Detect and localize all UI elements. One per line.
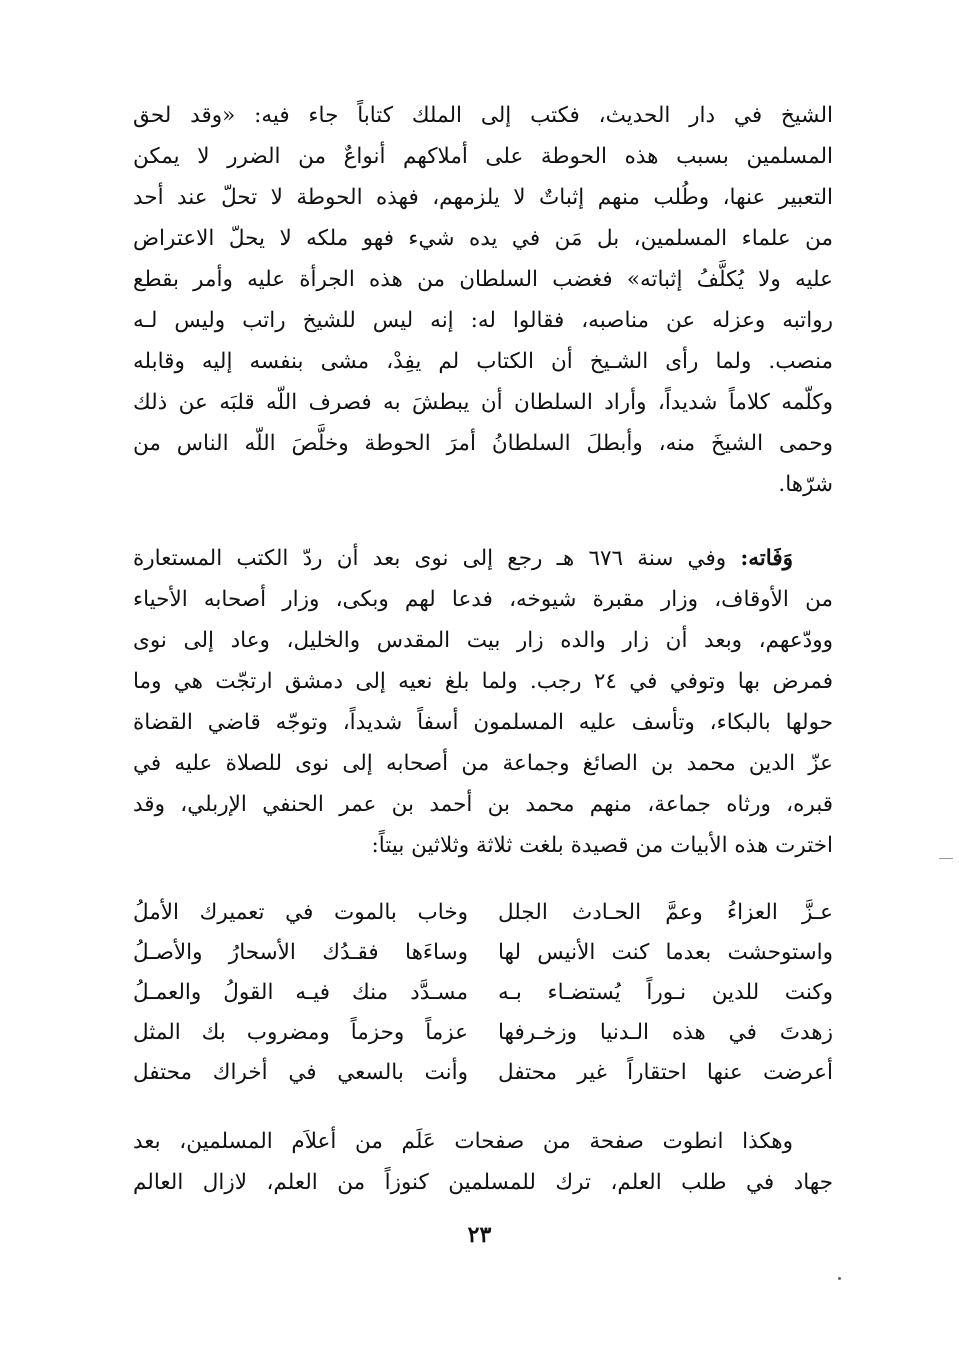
text-line: حولها بالبكاء، وتأسف عليه المسلمون أسفاً شديداً، وتوجّه قاضي القضاة bbox=[133, 710, 833, 735]
poem-verse bbox=[133, 933, 833, 973]
poem-verse bbox=[133, 1013, 833, 1053]
verse-second-hemistich: وخاب بالموت في تعميرك الأملُ bbox=[133, 900, 468, 925]
text-line: وهكذا انطوت صفحة من صفحات عَلَم من أعلاَم المسلمين، بعد bbox=[133, 1129, 793, 1154]
verse-second-hemistich: وساءَها فقـدُك الأسحارُ والأصـلُ bbox=[133, 940, 468, 965]
verse-second-hemistich: مسـدَّد منك فيـه القولُ والعمـلُ bbox=[133, 980, 468, 1005]
text-line: منصب. ولما رأى الشـيخ أن الكتاب لم يفِدْ، مشى بنفسه إليه وقابله bbox=[133, 349, 833, 374]
verse-second-hemistich: عزماً وحزماً ومضروب بك المثل bbox=[133, 1020, 468, 1045]
verse-first-hemistich: واستوحشت بعدما كنت الأنيس لها bbox=[498, 940, 833, 965]
poem bbox=[133, 893, 833, 1093]
verse-first-hemistich: أعرضت عنها احتقاراً غير محتفل bbox=[498, 1060, 833, 1085]
text-line: وودّعهم، وبعد أن زار والده زار بيت المقدس والخليل، وعاد إلى نوى bbox=[133, 628, 833, 653]
text-line: قبره، ورثاه جماعة، منهم محمد بن أحمد بن عمر الحنفي الإربلي، وقد bbox=[133, 792, 833, 817]
text-line: من الأوقاف، وزار مقبرة شيوخه، فدعا لهم وبكى، وزار أصحابه الأحياء bbox=[133, 587, 833, 612]
heading-line-text: وفي سنة ٦٧٦ هـ رجع إلى نوى بعد أن ردّ الكتب المستعارة bbox=[133, 546, 727, 571]
text-line: وكلّمه كلاماً شديداً، وأراد السلطان أن يبطشَ به فصرف اللّه قلبَه عن ذلك bbox=[133, 390, 833, 415]
text-line: وحمى الشيخَ منه، وأبطلَ السلطانُ أمرَ الحوطة وخلَّصَ اللّه الناس من bbox=[133, 431, 833, 456]
text-line: شرّها. bbox=[778, 472, 833, 497]
verse-first-hemistich: عـزَّ العزاءُ وعمَّ الحـادث الجلل bbox=[498, 900, 833, 925]
poem-verse bbox=[133, 893, 833, 933]
verse-first-hemistich: وكنت للدين نـوراً يُستضـاء بـه bbox=[498, 980, 833, 1005]
section-heading: وَفَاته: bbox=[740, 546, 793, 571]
text-line: رواتبه وعزله عن مناصبه، فقالوا له: إنه ليس للشيخ راتب وليس لـه bbox=[133, 308, 833, 333]
text-line: جهاد في طلب العلم، ترك للمسلمين كنوزاً من العلم، لازال العالم bbox=[133, 1170, 833, 1195]
text-line: عليه ولا يُكلَّفُ إثباته» فغضب السلطان من هذه الجرأة عليه وأمر بقطع bbox=[133, 267, 833, 292]
text-line: من علماء المسلمين، بل مَن في يده شيء فهو ملكه لا يحلّ الاعتراض bbox=[133, 226, 833, 251]
paragraph-1 bbox=[133, 95, 833, 505]
page-number: ٢٣ bbox=[467, 1222, 492, 1248]
poem-verse bbox=[133, 973, 833, 1013]
text-line: المسلمين بسبب هذه الحوطة على أملاكهم أنواعٌ من الضرر لا يمكن bbox=[133, 144, 833, 169]
scan-dot bbox=[838, 1277, 841, 1280]
verse-second-hemistich: وأنت بالسعي في أخراك محتفل bbox=[133, 1060, 468, 1085]
text-line: عزّ الدين محمد بن الصائغ وجماعة من أصحابه إلى نوى للصلاة عليه في bbox=[133, 751, 833, 776]
text-line: فمرض بها وتوفي في ٢٤ رجب. ولما بلغ نعيه إلى دمشق ارتجّت هي وما bbox=[133, 669, 833, 694]
text-line: الشيخ في دار الحديث، فكتب إلى الملك كتاباً جاء فيه: «وقد لحق bbox=[133, 103, 833, 128]
margin-mark bbox=[939, 858, 953, 859]
text-line: التعبير عنها، وطُلب منهم إثباتٌ لا يلزمهم، فهذه الحوطة لا تحلّ عند أحد bbox=[133, 185, 833, 210]
text-line-with-heading bbox=[133, 538, 833, 579]
verse-first-hemistich: زهدتَ في هذه الـدنيا وزخـرفها bbox=[498, 1020, 833, 1045]
text-line: اخترت هذه الأبيات من قصيدة بلغت ثلاثة وثلاثين بيتاً: bbox=[371, 833, 833, 858]
poem-verse bbox=[133, 1053, 833, 1093]
paragraph-2 bbox=[133, 538, 833, 866]
paragraph-3 bbox=[133, 1121, 833, 1203]
